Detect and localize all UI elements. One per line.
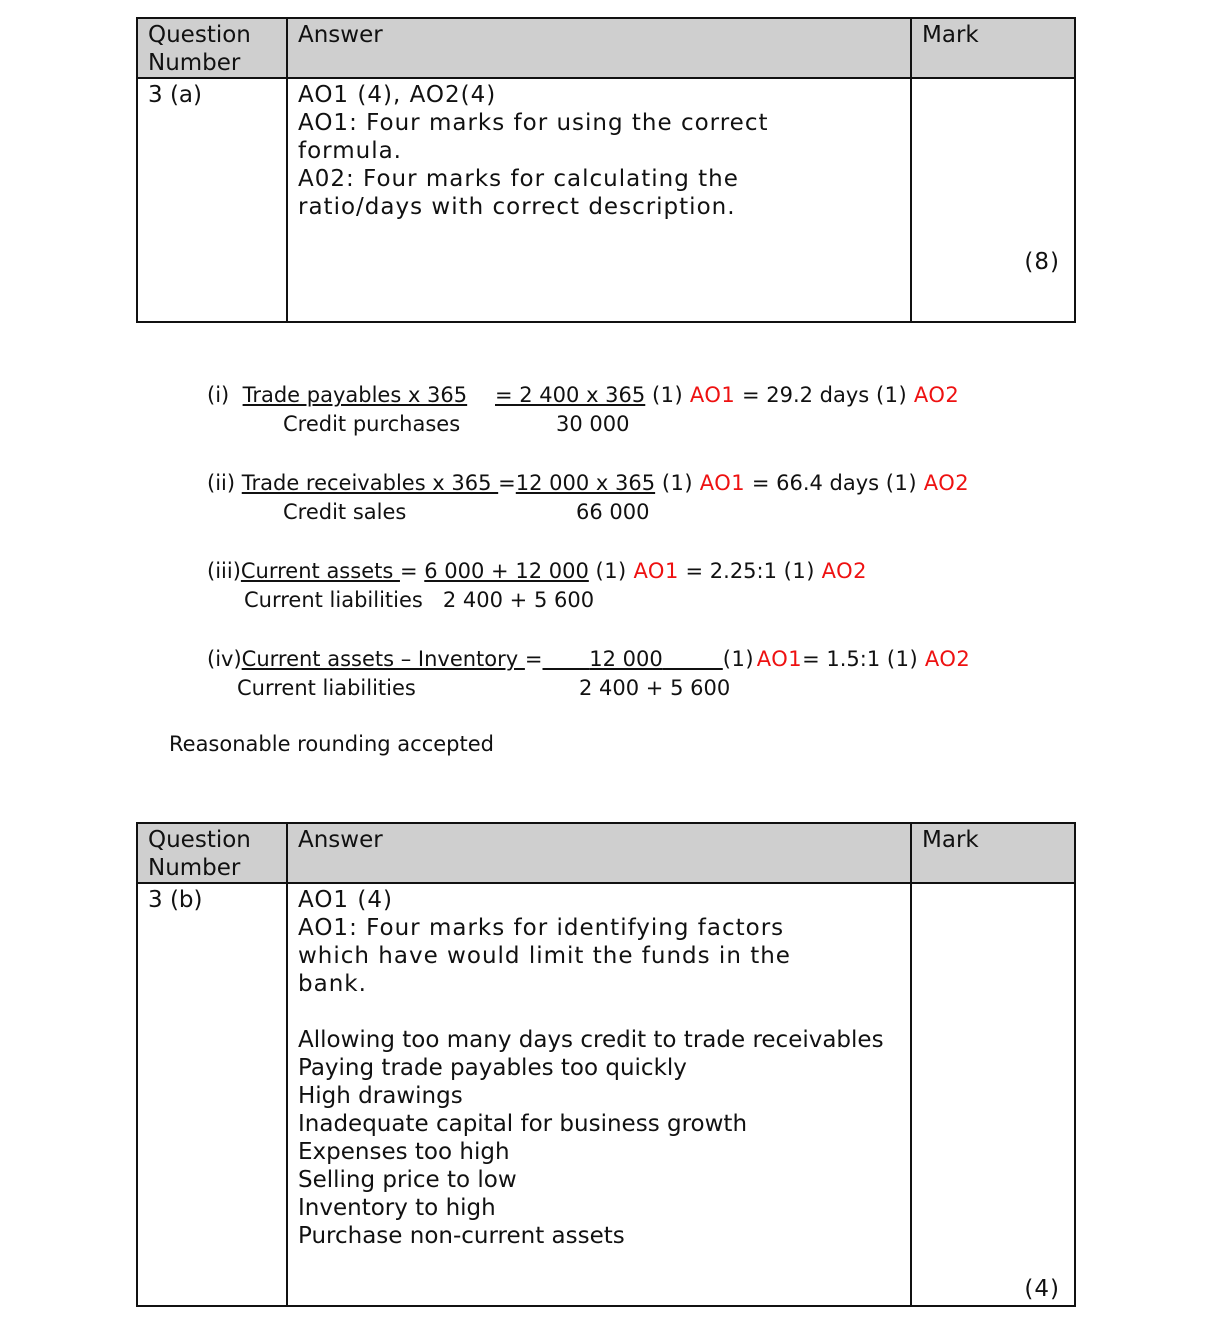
list-item: Paying trade payables too quickly — [298, 1055, 687, 1081]
calc-ii-line1: (ii) Trade receivables x 365 =12 000 x 365 (1) AO1 = 66.4 days (1) AO2 — [207, 471, 970, 495]
answer-line: ratio/days with correct description. — [298, 194, 736, 220]
mark-value: (4) — [1024, 1276, 1060, 1302]
list-item: Purchase non-current assets — [298, 1223, 625, 1249]
mark-cell — [912, 79, 1074, 323]
table-3a — [136, 17, 1076, 323]
factor-list — [298, 1026, 900, 1250]
table-row — [138, 79, 1074, 323]
header-mark: Mark — [922, 827, 979, 853]
calc-i-equation: = 2 400 x 365 (1) AO1 = 29.2 days (1) AO2 — [495, 383, 960, 407]
list-item: Selling price to low — [298, 1167, 517, 1193]
question-number: 3 (a) — [148, 82, 202, 108]
header-question-number: Question Number — [138, 824, 288, 882]
header-mark: Mark — [922, 22, 979, 48]
answer-line: bank. — [298, 971, 367, 997]
mark-cell — [912, 884, 1074, 1307]
header-answer: Answer — [288, 19, 912, 77]
calc-iii-den: Current liabilities 2 400 + 5 600 — [244, 588, 595, 612]
calc-i-den: Credit purchases — [283, 412, 461, 436]
header-question-number: Question Number — [138, 19, 288, 77]
answer-line: A02: Four marks for calculating the — [298, 166, 739, 192]
calc-iii-line1: (iii)Current assets = 6 000 + 12 000 (1) AO1 = 2.25:1 (1) AO2 — [207, 559, 867, 583]
calc-i-eq-den: 30 000 — [556, 412, 630, 436]
list-item: Inadequate capital for business growth — [298, 1111, 748, 1137]
table-3b — [136, 822, 1076, 1307]
list-item: High drawings — [298, 1083, 463, 1109]
list-item: Allowing too many days credit to trade receivables — [298, 1027, 884, 1053]
rounding-note: Reasonable rounding accepted — [169, 732, 494, 756]
question-number: 3 (b) — [148, 887, 203, 913]
mark-value: (8) — [1024, 249, 1060, 275]
table-header — [138, 19, 1074, 79]
calc-iv-den: Current liabilities — [237, 676, 416, 700]
answer-line: which have would limit the funds in the — [298, 943, 791, 969]
answer-line: formula. — [298, 138, 402, 164]
calc-ii-eq-den: 66 000 — [576, 500, 650, 524]
answer-line: AO1 (4) — [298, 887, 393, 913]
answer-line: AO1: Four marks for identifying factors — [298, 915, 785, 941]
calc-i-line1: (i) Trade payables x 365 — [207, 383, 468, 407]
list-item: Expenses too high — [298, 1139, 510, 1165]
table-header — [138, 824, 1074, 884]
header-answer: Answer — [288, 824, 912, 882]
answer-line: AO1 (4), AO2(4) — [298, 82, 497, 108]
calc-iv-line1: (iv)Current assets – Inventory = 12 000 (1) AO1= 1.5:1 (1) AO2 — [207, 647, 971, 671]
calc-ii-den: Credit sales — [283, 500, 407, 524]
table-row — [138, 884, 1074, 1307]
answer-cell — [288, 884, 912, 1307]
answer-cell — [288, 79, 912, 323]
list-item: Inventory to high — [298, 1195, 496, 1221]
answer-line: AO1: Four marks for using the correct — [298, 110, 769, 136]
calc-iv-eq-den: 2 400 + 5 600 — [579, 676, 731, 700]
